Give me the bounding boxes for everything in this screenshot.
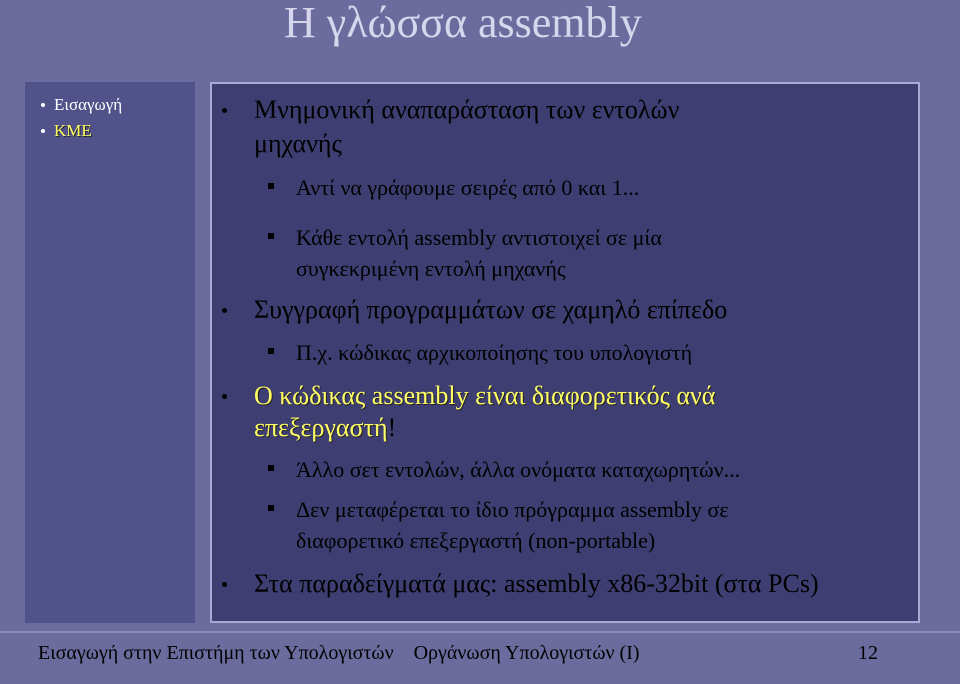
page-number: 12 [858, 642, 878, 664]
square-bullet-icon [268, 348, 274, 354]
square-bullet-icon [268, 233, 274, 239]
sub-bullet-each-instruction-cont: συγκεκριμένη εντολή μηχανής [296, 256, 566, 281]
bullet-mnemonic: Μνημονική αναπαράσταση των εντολών [254, 94, 679, 126]
footer-text: Εισαγωγή στην Επιστήμη των Υπολογιστών Οργάνωση Υπολογιστών (Ι) [38, 642, 640, 664]
bullet-dot-icon [222, 308, 227, 313]
sub-bullet-non-portable-cont: διαφορετικό επεξεργαστή (non-portable) [296, 528, 656, 553]
square-bullet-icon [268, 505, 274, 511]
square-bullet-icon [268, 465, 274, 471]
sub-bullet-non-portable: Δεν μεταφέρεται το ίδιο πρόγραμμα assembly σε [296, 494, 729, 525]
sidebar-item-cpu[interactable]: ΚΜΕ [25, 118, 195, 144]
content-panel [210, 82, 920, 623]
bullet-dot-icon [222, 394, 227, 399]
bullet-processor-specific-cont: επεξεργαστή! [254, 413, 397, 442]
bullet-dot-icon [222, 108, 227, 113]
bullet-low-level: Συγγραφή προγραμμάτων σε χαμηλό επίπεδο [254, 294, 727, 326]
bullet-processor-specific: Ο κώδικας assembly είναι διαφορετικός ανά [254, 380, 715, 412]
footer-divider [0, 631, 960, 633]
sub-bullet-example: Π.χ. κώδικας αρχικοποίησης του υπολογιστή [296, 337, 692, 368]
slide-title: Η γλώσσα assembly [284, 0, 642, 47]
bullet-mnemonic-cont: μηχανής [254, 129, 342, 158]
square-bullet-icon [268, 183, 274, 189]
sub-bullet-instruction-set: Άλλο σετ εντολών, άλλα ονόματα καταχωρητών... [296, 454, 740, 485]
sub-bullet-instead: Αντί να γράφουμε σειρές από 0 και 1... [296, 172, 639, 203]
bullet-examples-x86: Στα παραδείγματά μας: assembly x86-32bit (στα PCs) [254, 568, 819, 600]
sidebar-item-introduction[interactable]: Εισαγωγή [25, 92, 195, 118]
sub-bullet-each-instruction: Κάθε εντολή assembly αντιστοιχεί σε μία [296, 222, 662, 253]
bullet-dot-icon [222, 582, 227, 587]
sidebar-outline [25, 82, 195, 623]
